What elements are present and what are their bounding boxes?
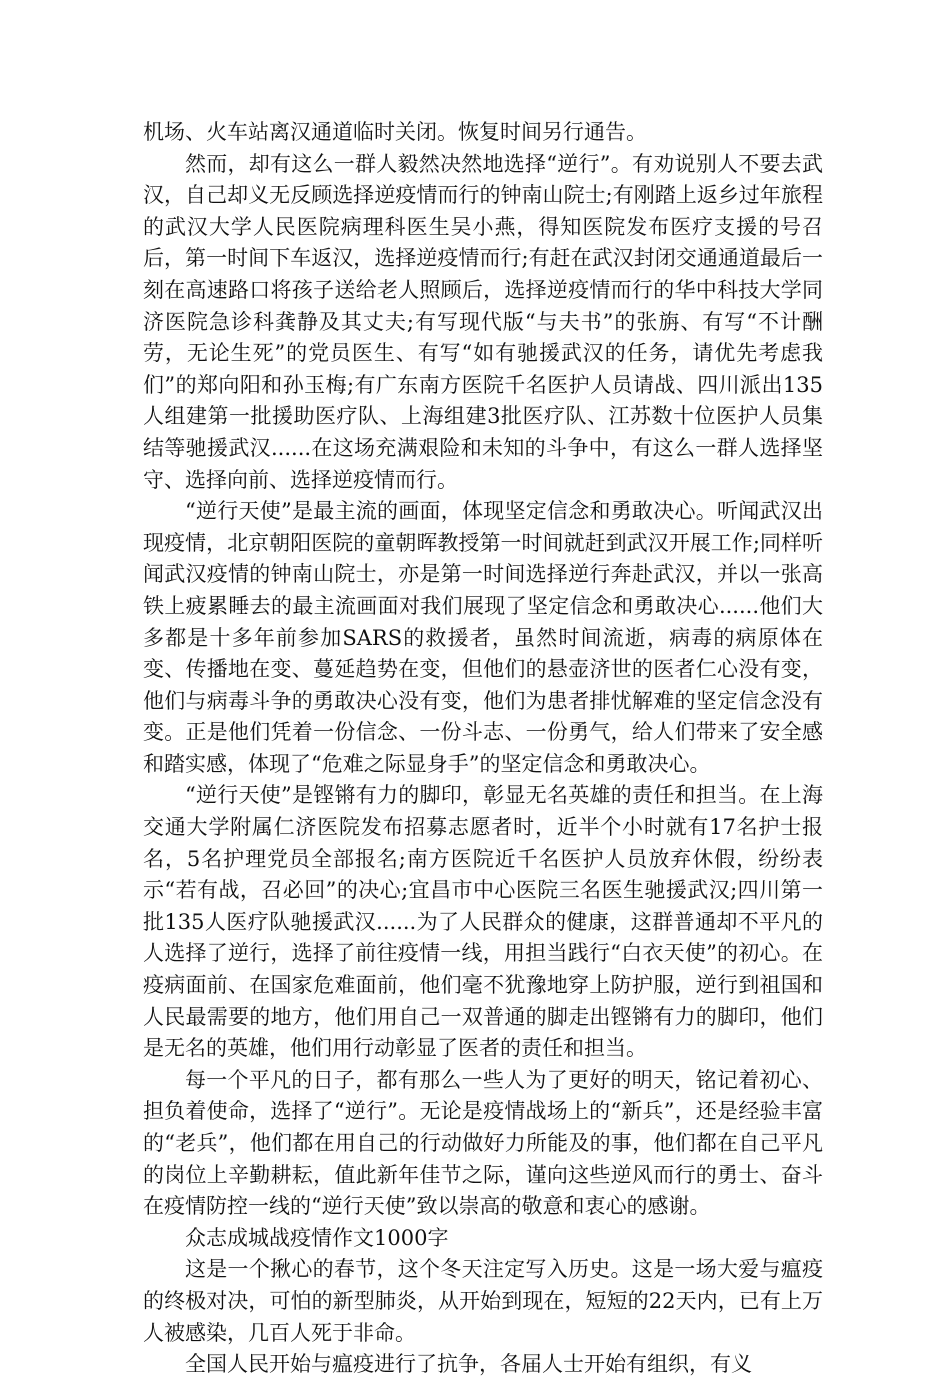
- paragraph-spring-festival: 这是一个揪心的春节，这个冬天注定写入历史。这是一场大爱与瘟疫的终极对决，可怕的新型肺炎，从开始到现在，短短的22天内，已有上万人被感染，几百人死于非命。: [143, 1257, 823, 1345]
- paragraph-retrograde-choice: 然而，却有这么一群人毅然决然地选择“逆行”。有劝说别人不要去武汉，自己却义无反顾选择逆疫情而行的钟南山院士;有刚踏上返乡过年旅程的武汉大学人民医院病理科医生吴小燕，得知医院发布医疗支援的号召后，第一时间下车返汉，选择逆疫情而行;有赶在武汉封闭交通通道最后一刻在高速路口将孩子送给老人照顾后，选择逆疫情而行的华中科技大学同济医院急诊科龚静及其丈夫;有写现代版“与夫书”的张旃、有写“不计酬劳，无论生死”的党员医生、有写“如有驰援武汉的任务，请优先考虑我们”的郑向阳和孙玉梅;有广东南方医院千名医护人员请战、四川派出135人组建第一批援助医疗队、上海组建3批医疗队、江苏数十位医护人员集结等驰援武汉......在这场充满艰险和未知的斗争中，有这么一群人选择坚守、选择向前、选择逆疫情而行。: [143, 151, 823, 492]
- paragraph-mainstream-picture: “逆行天使”是最主流的画面，体现坚定信念和勇敢决心。听闻武汉出现疫情，北京朝阳医院的童朝晖教授第一时间就赶到武汉开展工作;同样听闻武汉疫情的钟南山院士，亦是第一时间选择逆行奔赴武汉，并以一张高铁上疲累睡去的最主流画面对我们展现了坚定信念和勇敢决心......他们大多都是十多年前参加SARS的救援者，虽然时间流逝，病毒的病原体在变、传播地在变、蔓延趋势在变，但他们的悬壶济世的医者仁心没有变，他们与病毒斗争的勇敢决心没有变，他们为患者排忧解难的坚定信念没有变。正是他们凭着一份信念、一份斗志、一份勇气，给人们带来了安全感和踏实感，体现了“危难之际显身手”的坚定信念和勇敢决心。: [143, 499, 823, 776]
- paragraph-footprints: “逆行天使”是铿锵有力的脚印，彰显无名英雄的责任和担当。在上海交通大学附属仁济医院发布招募志愿者时，近半个小时就有17名护士报名，5名护理党员全部报名;南方医院近千名医护人员放弃休假，纷纷表示“若有战，召必回”的决心;宜昌市中心医院三名医生驰援武汉;四川第一批135人医疗队驰援武汉......为了人民群众的健康，这群普通却不平凡的人选择了逆行，选择了前往疫情一线，用担当践行“白衣天使”的初心。在疫病面前、在国家危难面前，他们毫不犹豫地穿上防护服，逆行到祖国和人民最需要的地方，他们用自己一双普通的脚走出铿锵有力的脚印，他们是无名的英雄，他们用行动彰显了医者的责任和担当。: [143, 783, 823, 1061]
- document-body: [143, 117, 823, 1381]
- paragraph-ordinary-days: 每一个平凡的日子，都有那么一些人为了更好的明天，铭记着初心、担负着使命，选择了“逆行”。无论是疫情战场上的“新兵”，还是经验丰富的“老兵”，他们都在用自己的行动做好力所能及的事，他们都在自己平凡的岗位上辛勤耕耘，值此新年佳节之际，谨向这些逆风而行的勇士、奋斗在疫情防控一线的“逆行天使”致以崇高的敬意和衷心的感谢。: [143, 1067, 823, 1219]
- paragraph-nationwide-fight: 全国人民开始与瘟疫进行了抗争，各届人士开始有组织，有义: [185, 1352, 752, 1377]
- essay-title: 众志成城战疫情作文1000字: [185, 1225, 449, 1250]
- paragraph-continuation: 机场、火车站离汉通道临时关闭。恢复时间另行通告。: [143, 120, 647, 144]
